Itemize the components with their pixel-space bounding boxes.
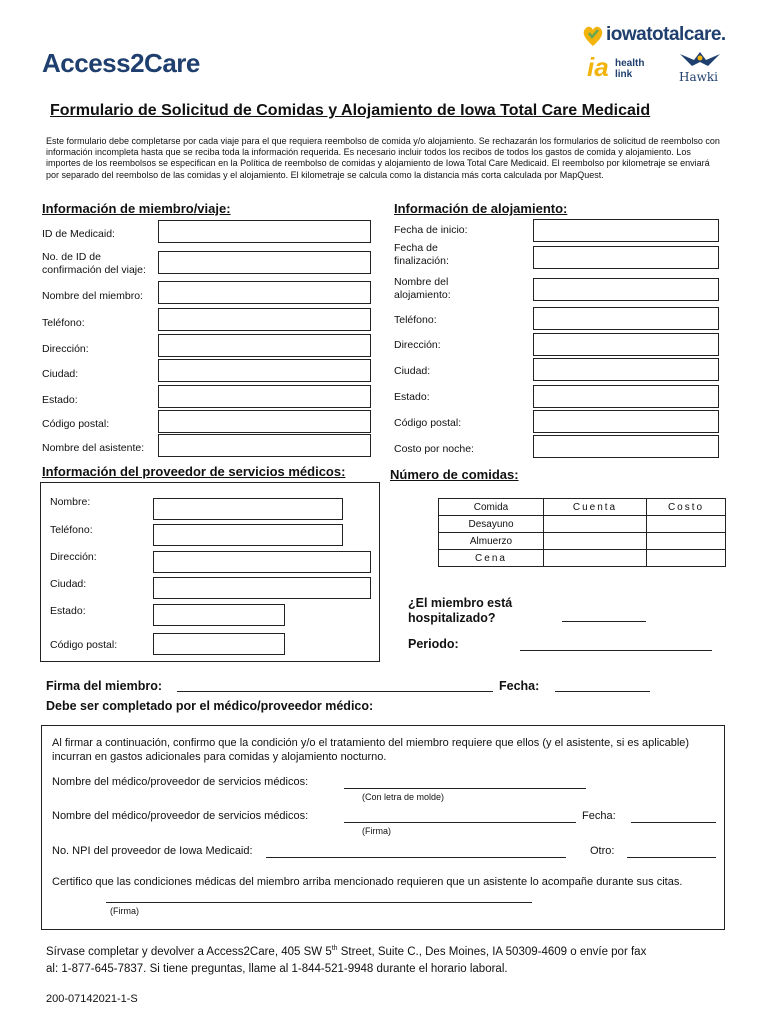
hawki-logo-text: Hawki <box>679 70 718 84</box>
meal-row-label: Desayuno <box>439 516 544 533</box>
ia-logo-text: ia <box>587 52 609 82</box>
provider-city-field[interactable] <box>153 577 371 599</box>
member-signature-line[interactable] <box>177 691 493 692</box>
attendant-name-field[interactable] <box>158 434 371 457</box>
physician-name-print-line[interactable] <box>344 788 586 789</box>
start-date-field[interactable] <box>533 219 719 242</box>
provider-state-label: Estado: <box>50 605 86 617</box>
member-state-field[interactable] <box>158 385 371 408</box>
period-label: Periodo: <box>408 637 459 651</box>
provider-name-field[interactable] <box>153 498 343 520</box>
end-date-field[interactable] <box>533 246 719 269</box>
start-date-label: Fecha de inicio: <box>394 224 468 236</box>
member-name-field[interactable] <box>158 281 371 304</box>
member-address-field[interactable] <box>158 334 371 357</box>
sign-note: (Firma) <box>362 826 391 836</box>
physician-date-label: Fecha: <box>582 810 616 822</box>
member-address-label: Dirección: <box>42 343 89 355</box>
certify-signature-line[interactable] <box>106 902 532 903</box>
npi-line[interactable] <box>266 857 566 858</box>
physician-signature-line[interactable] <box>344 822 576 823</box>
meals-header-meal: Comida <box>439 499 544 516</box>
return-sup: th <box>331 945 338 952</box>
attendant-name-label: Nombre del asistente: <box>42 442 145 454</box>
meals-table <box>438 498 726 567</box>
member-city-label: Ciudad: <box>42 368 79 380</box>
other-line[interactable] <box>627 857 716 858</box>
lodging-state-label: Estado: <box>394 391 430 403</box>
other-label: Otro: <box>590 845 615 857</box>
hawki-logo <box>676 50 724 90</box>
physician-heading: Debe ser completado por el médico/proveedor médico: <box>46 699 374 713</box>
provider-city-label: Ciudad: <box>50 578 87 590</box>
lodging-name-label: Nombre del alojamiento: <box>394 276 451 301</box>
hawk-icon <box>680 50 720 70</box>
meals-header-cost: Costo <box>647 499 726 516</box>
lodging-phone-field[interactable] <box>533 307 719 330</box>
lodging-state-field[interactable] <box>533 385 719 408</box>
member-signature-label: Firma del miembro: <box>46 679 162 693</box>
provider-name-label: Nombre: <box>50 496 91 508</box>
meal-count-cell[interactable] <box>544 550 647 567</box>
provider-state-field[interactable] <box>153 604 285 626</box>
lodging-zip-field[interactable] <box>533 410 719 433</box>
iowa-logo-text: iowatotalcare. <box>606 24 726 45</box>
hospitalized-question-line1: ¿El miembro está <box>408 596 513 610</box>
meal-cost-cell[interactable] <box>647 533 726 550</box>
medicaid-id-field[interactable] <box>158 220 371 243</box>
provider-zip-label: Código postal: <box>50 639 118 651</box>
lodging-address-field[interactable] <box>533 333 719 356</box>
physician-name-label-print: Nombre del médico/proveedor de servicios médicos: <box>52 776 309 788</box>
physician-date-line[interactable] <box>631 822 716 823</box>
member-phone-field[interactable] <box>158 308 371 331</box>
access2care-logo: Access2Care <box>42 48 200 78</box>
member-phone-label: Teléfono: <box>42 317 85 329</box>
meals-section-title: Número de comidas: <box>390 467 519 482</box>
member-name-label: Nombre del miembro: <box>42 290 143 302</box>
hospitalized-answer-line[interactable] <box>562 621 646 622</box>
provider-address-field[interactable] <box>153 551 371 573</box>
ia-health-link-logo <box>587 52 667 86</box>
member-section-title: Información de miembro/viaje: <box>42 201 231 216</box>
lodging-address-label: Dirección: <box>394 339 441 351</box>
trip-id-field[interactable] <box>158 251 371 274</box>
lodging-name-field[interactable] <box>533 278 719 301</box>
meal-cost-cell[interactable] <box>647 550 726 567</box>
nightly-cost-label: Costo por noche: <box>394 443 474 455</box>
provider-section-title: Información del proveedor de servicios médicos: <box>42 464 346 479</box>
page-title: Formulario de Solicitud de Comidas y Alojamiento de Iowa Total Care Medicaid <box>50 102 651 119</box>
member-zip-label: Código postal: <box>42 418 110 430</box>
trip-id-label: No. de ID de confirmación del viaje: <box>42 251 146 276</box>
provider-address-label: Dirección: <box>50 551 97 563</box>
certify-statement: Certifico que las condiciones médicas del miembro arriba mencionado requieren que un asistente lo acompañe durante sus citas. <box>52 876 683 888</box>
form-id: 200-07142021-1-S <box>46 993 138 1005</box>
nightly-cost-field[interactable] <box>533 435 719 458</box>
physician-statement: Al firmar a continuación, confirmo que la condición y/o el tratamiento del miembro requiere que ellos (y el asistente, si es aplicable) incurran en gastos adicionales para comidas y alojamiento nocturno. <box>52 737 690 763</box>
meal-row-label: Cena <box>439 550 544 567</box>
return-line1-post: Street, Suite C., Des Moines, IA 50309-4609 o envíe por fax <box>337 945 647 958</box>
meal-cost-cell[interactable] <box>647 516 726 533</box>
return-instructions <box>46 940 736 978</box>
heart-icon <box>582 24 604 48</box>
link-logo-text: link <box>615 69 633 80</box>
meals-header-count: Cuenta <box>544 499 647 516</box>
provider-phone-field[interactable] <box>153 524 343 546</box>
lodging-section-title: Información de alojamiento: <box>394 201 568 216</box>
health-logo-text: health <box>615 58 645 69</box>
hospitalized-question-line2: hospitalizado? <box>408 611 496 625</box>
return-line2: al: 1-877-645-7837. Si tiene preguntas, llame al 1-844-521-9948 durante el horario laboral. <box>46 962 508 975</box>
lodging-zip-label: Código postal: <box>394 417 462 429</box>
member-date-label: Fecha: <box>499 679 540 693</box>
member-date-line[interactable] <box>555 691 650 692</box>
intro-paragraph: Este formulario debe completarse por cada viaje para el que requiera reembolso de comida y/o alojamiento. Se rechazarán los formularios de solicitud de reembolso con información incompleta hasta que se reciba toda la información requerida. Es necesario incluir todos los recibos de todos los gastos de comida y alojamiento. Los importes de los reembolsos se especifican en la Política de reembolso de comidas y alojamiento de Iowa Total Care Medicaid. El reembolso por kilometraje se enviará por separado del reembolso de las comidas y el alojamiento. El kilometraje se calcula como la distancia más corta calculada por MapQuest. <box>46 136 720 180</box>
iowa-total-care-logo <box>582 22 726 50</box>
member-state-label: Estado: <box>42 394 78 406</box>
meal-count-cell[interactable] <box>544 533 647 550</box>
meal-row-label: Almuerzo <box>439 533 544 550</box>
return-line1-pre: Sírvase completar y devolver a Access2Care, 405 SW 5 <box>46 945 332 958</box>
provider-phone-label: Teléfono: <box>50 524 93 536</box>
lodging-city-label: Ciudad: <box>394 365 431 377</box>
sign-note-2: (Firma) <box>110 906 139 916</box>
member-zip-field[interactable] <box>158 410 371 433</box>
provider-zip-field[interactable] <box>153 633 285 655</box>
member-city-field[interactable] <box>158 359 371 382</box>
npi-label: No. NPI del proveedor de Iowa Medicaid: <box>52 845 253 857</box>
medicaid-id-label: ID de Medicaid: <box>42 228 115 240</box>
print-note: (Con letra de molde) <box>362 792 445 802</box>
physician-name-label-sign: Nombre del médico/proveedor de servicios médicos: <box>52 810 309 822</box>
meal-count-cell[interactable] <box>544 516 647 533</box>
lodging-phone-label: Teléfono: <box>394 314 437 326</box>
period-line[interactable] <box>520 650 712 651</box>
end-date-label: Fecha de finalización: <box>394 242 449 267</box>
lodging-city-field[interactable] <box>533 358 719 381</box>
